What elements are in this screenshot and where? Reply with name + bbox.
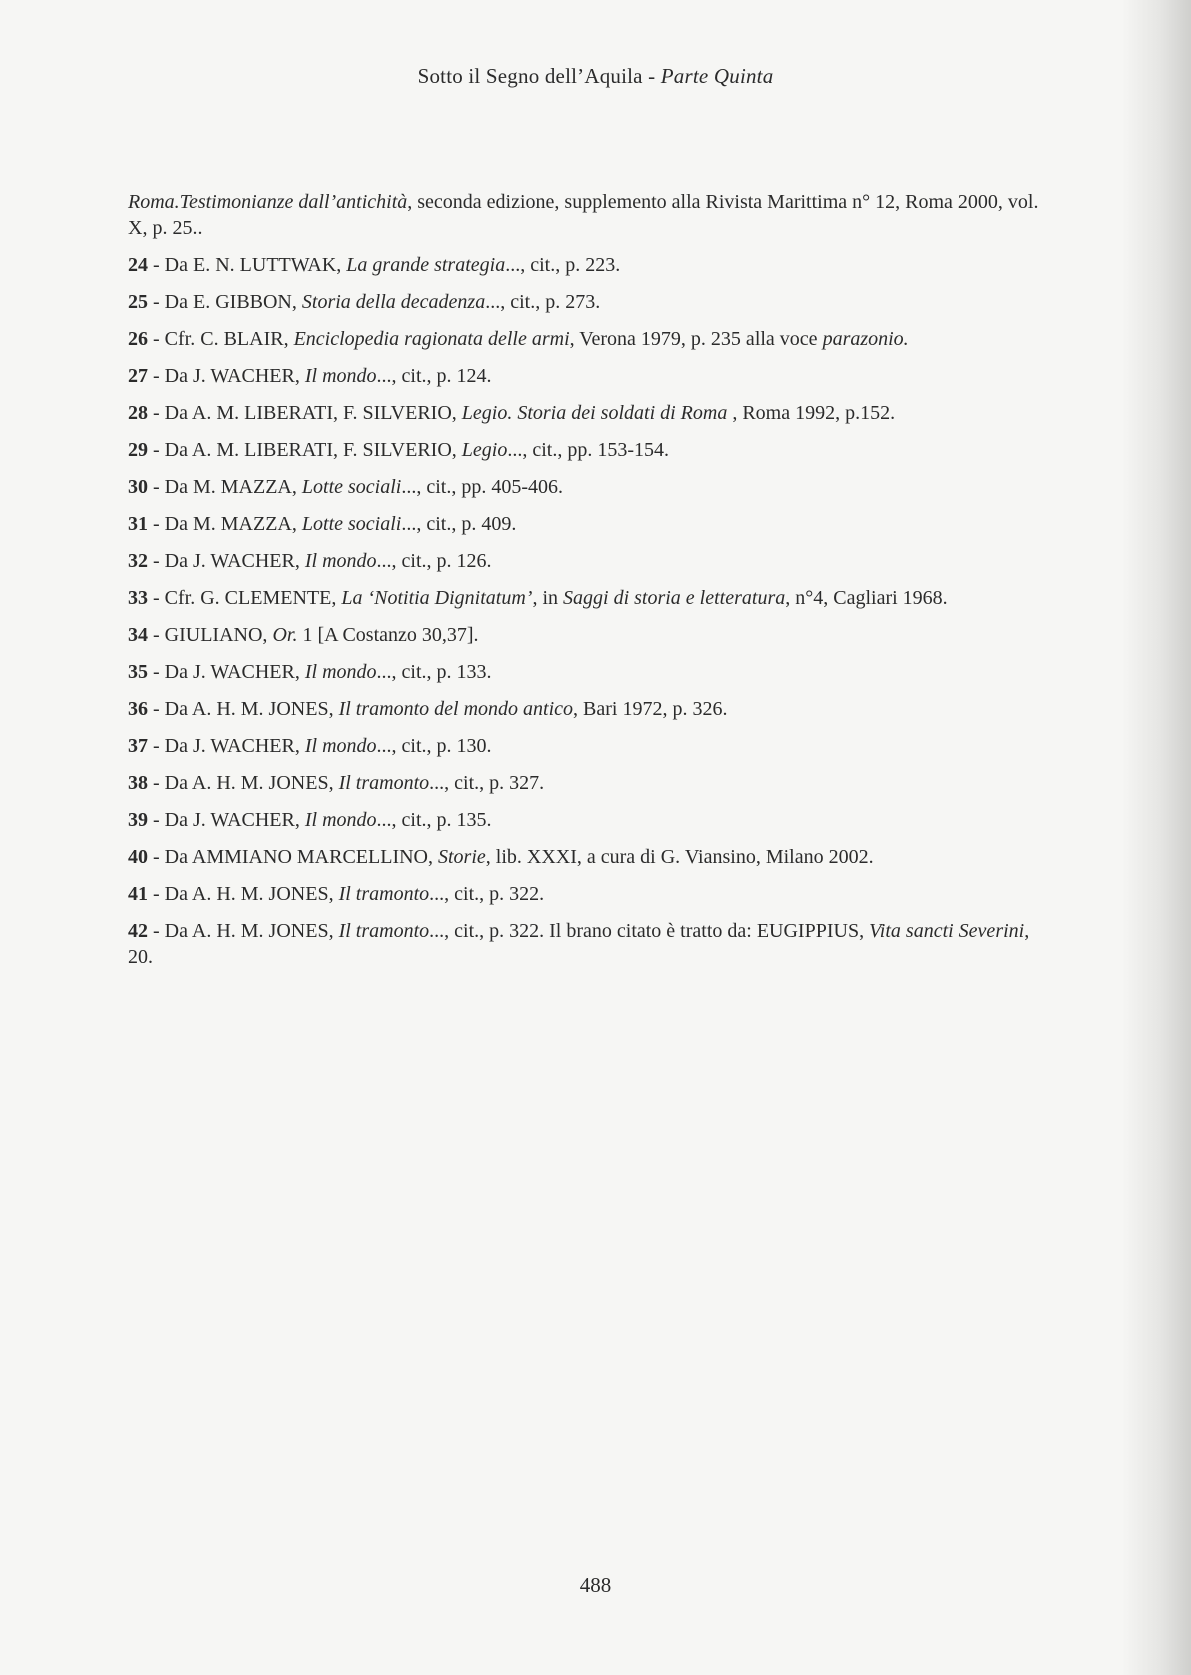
note-text: ..., cit., p. 223. <box>505 254 621 276</box>
note-text: Da J. WACHER, <box>164 809 305 831</box>
note-item <box>128 733 1058 759</box>
note-number: 41 <box>128 883 148 905</box>
note-separator: - <box>148 883 165 905</box>
note-text: Da E. GIBBON, <box>164 291 302 313</box>
note-item <box>128 807 1058 833</box>
note-item <box>128 252 1058 278</box>
note-number: 30 <box>128 476 148 498</box>
note-text: ..., cit., pp. 405-406. <box>401 476 563 498</box>
note-number: 31 <box>128 513 148 535</box>
note-title-italic: parazonio. <box>822 328 909 350</box>
note-number: 27 <box>128 365 148 387</box>
part-title: Parte Quinta <box>660 64 774 88</box>
note-title-italic: Il tramonto del mondo antico <box>338 698 574 720</box>
note-item <box>128 437 1058 463</box>
note-text: Da M. MAZZA, <box>164 476 302 498</box>
note-text: Da E. N. LUTTWAK, <box>164 254 347 276</box>
note-text: ..., cit., p. 273. <box>485 291 601 313</box>
note-text: ..., cit., p. 322. <box>429 883 545 905</box>
note-item <box>128 881 1058 907</box>
note-item <box>128 918 1058 970</box>
note-text: , Bari 1972, p. 326. <box>573 698 728 720</box>
note-text: Da J. WACHER, <box>164 550 305 572</box>
note-title-italic: Il tramonto <box>338 883 430 905</box>
note-separator: - <box>148 291 165 313</box>
note-text: Da A. M. LIBERATI, F. SILVERIO, <box>164 439 462 461</box>
note-text: , lib. XXXI, a cura di G. Viansino, Milano 2002. <box>485 846 874 868</box>
page-number: 488 <box>579 1573 612 1597</box>
note-title-italic: La ‘Notitia Dignitatum’ <box>341 587 533 609</box>
note-title-italic: Lotte sociali <box>301 476 402 498</box>
note-separator: - <box>148 550 165 572</box>
note-item <box>128 189 1058 241</box>
note-number: 35 <box>128 661 148 683</box>
note-text: , n°4, Cagliari 1968. <box>785 587 948 609</box>
header-separator: - <box>642 64 661 88</box>
note-text: , Roma 1992, p.152. <box>727 402 896 424</box>
note-separator: - <box>148 809 165 831</box>
note-text: ..., cit., p. 327. <box>429 772 545 794</box>
note-separator: - <box>148 439 165 461</box>
note-separator: - <box>148 365 165 387</box>
note-separator: - <box>148 587 165 609</box>
note-title-italic: Il mondo <box>304 661 377 683</box>
note-text: Da J. WACHER, <box>164 661 305 683</box>
note-text: ..., cit., p. 126. <box>376 550 492 572</box>
note-separator: - <box>148 772 165 794</box>
note-title-italic: Legio. Storia dei soldati di Roma <box>461 402 728 424</box>
note-title-italic: Lotte sociali <box>301 513 402 535</box>
note-item <box>128 659 1058 685</box>
note-title-italic: Saggi di storia e letteratura <box>563 587 786 609</box>
note-number: 39 <box>128 809 148 831</box>
note-separator: - <box>148 846 165 868</box>
note-title-italic: Il mondo <box>304 365 377 387</box>
note-number: 42 <box>128 920 148 942</box>
note-item <box>128 696 1058 722</box>
note-number: 24 <box>128 254 148 276</box>
note-title-italic: Vita sancti Severini <box>869 920 1025 942</box>
note-number: 26 <box>128 328 148 350</box>
note-number: 37 <box>128 735 148 757</box>
notes-list <box>128 189 1058 981</box>
note-item <box>128 770 1058 796</box>
note-text: ..., cit., p. 133. <box>376 661 492 683</box>
note-title-italic: Il mondo <box>304 809 377 831</box>
note-separator: - <box>148 254 165 276</box>
note-number: 32 <box>128 550 148 572</box>
note-title-italic: Il tramonto <box>338 920 430 942</box>
note-text: , 20. <box>128 920 1030 968</box>
note-number: 36 <box>128 698 148 720</box>
note-text: Da J. WACHER, <box>164 365 305 387</box>
note-title-italic: Legio <box>461 439 508 461</box>
running-header <box>0 64 1191 89</box>
note-separator: - <box>148 328 165 350</box>
note-item <box>128 585 1058 611</box>
note-number: 33 <box>128 587 148 609</box>
note-text: Da A. H. M. JONES, <box>164 772 339 794</box>
note-text: ..., cit., p. 124. <box>376 365 492 387</box>
note-text: Da M. MAZZA, <box>164 513 302 535</box>
book-title: Sotto il Segno dell’Aquila <box>417 64 643 88</box>
note-title-italic: Il mondo <box>304 550 377 572</box>
note-title-italic: Roma.Testimonianze dall’antichità <box>128 191 408 213</box>
note-separator: - <box>148 698 165 720</box>
note-text: Da AMMIANO MARCELLINO, <box>164 846 438 868</box>
note-text: , in <box>532 587 564 609</box>
note-number: 38 <box>128 772 148 794</box>
note-text: 1 [A Costanzo 30,37]. <box>297 624 479 646</box>
note-text: ..., cit., p. 322. Il brano citato è tratto da: EUGIPPIUS, <box>429 920 870 942</box>
note-separator: - <box>148 735 165 757</box>
note-title-italic: Or. <box>272 624 298 646</box>
note-text: Da A. H. M. JONES, <box>164 883 339 905</box>
note-text: , seconda edizione, supplemento alla Rivista Marittima n° 12, Roma 2000, vol. X, p. 25.. <box>128 191 1039 239</box>
note-title-italic: Il mondo <box>304 735 377 757</box>
note-number: 34 <box>128 624 148 646</box>
note-text: Cfr. G. CLEMENTE, <box>164 587 342 609</box>
note-number: 25 <box>128 291 148 313</box>
note-text: ..., cit., p. 135. <box>376 809 492 831</box>
note-item <box>128 622 1058 648</box>
note-title-italic: Storia della decadenza <box>301 291 486 313</box>
note-title-italic: Storie <box>438 846 486 868</box>
note-item <box>128 326 1058 352</box>
scan-edge-shadow <box>1121 0 1191 1675</box>
note-title-italic: La grande strategia <box>346 254 506 276</box>
note-separator: - <box>148 920 165 942</box>
note-text: Da A. H. M. JONES, <box>164 698 339 720</box>
note-separator: - <box>148 661 165 683</box>
note-text: Da A. M. LIBERATI, F. SILVERIO, <box>164 402 462 424</box>
note-text: Da A. H. M. JONES, <box>164 920 339 942</box>
note-separator: - <box>148 402 165 424</box>
note-item <box>128 363 1058 389</box>
note-text: Cfr. C. BLAIR, <box>164 328 294 350</box>
note-separator: - <box>148 513 165 535</box>
note-item <box>128 289 1058 315</box>
note-text: Da J. WACHER, <box>164 735 305 757</box>
note-title-italic: Enciclopedia ragionata delle armi <box>293 328 570 350</box>
note-text: , Verona 1979, p. 235 alla voce <box>569 328 823 350</box>
note-item <box>128 844 1058 870</box>
note-number: 29 <box>128 439 148 461</box>
note-text: GIULIANO, <box>164 624 273 646</box>
note-number: 28 <box>128 402 148 424</box>
note-item <box>128 511 1058 537</box>
note-title-italic: Il tramonto <box>338 772 430 794</box>
note-text: ..., cit., pp. 153-154. <box>507 439 669 461</box>
note-text: ..., cit., p. 409. <box>401 513 517 535</box>
note-text: ..., cit., p. 130. <box>376 735 492 757</box>
note-item <box>128 474 1058 500</box>
note-separator: - <box>148 624 165 646</box>
note-item <box>128 548 1058 574</box>
note-number: 40 <box>128 846 148 868</box>
note-item <box>128 400 1058 426</box>
note-separator: - <box>148 476 165 498</box>
